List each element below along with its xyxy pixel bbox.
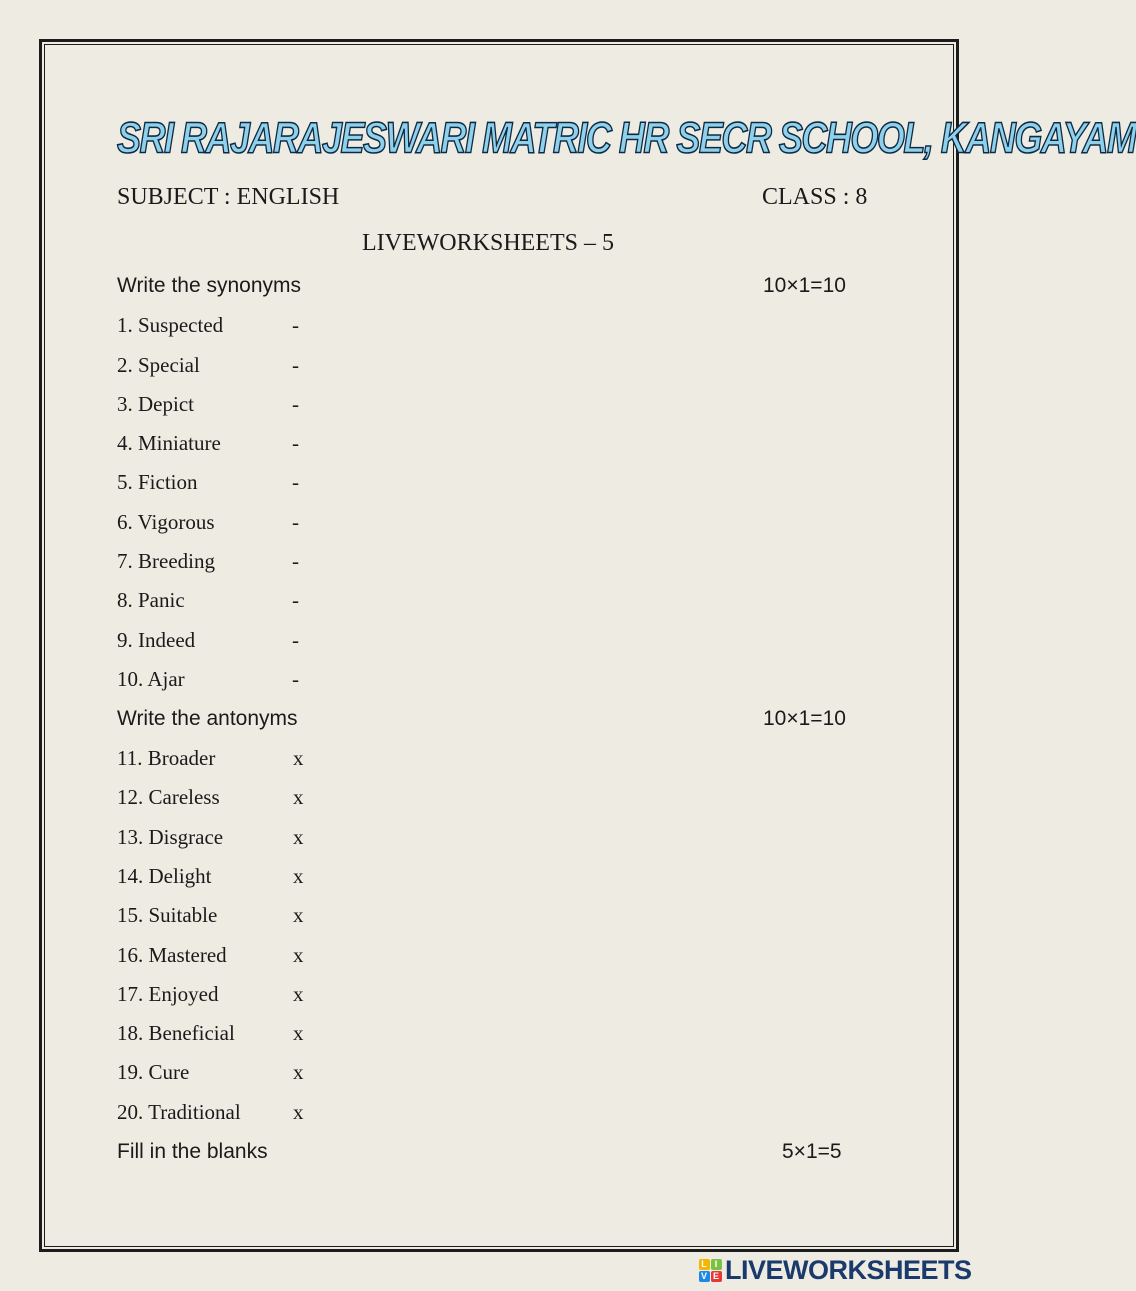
antonym-word: 16. Mastered bbox=[117, 943, 227, 967]
antonym-row bbox=[117, 1100, 817, 1130]
synonym-word: 8. Panic bbox=[117, 588, 185, 612]
antonym-row bbox=[117, 864, 817, 894]
dash-separator: - bbox=[292, 392, 299, 416]
antonym-row bbox=[117, 1060, 817, 1090]
logo-letter-i: I bbox=[711, 1259, 722, 1270]
synonym-row bbox=[117, 588, 817, 618]
synonym-row bbox=[117, 667, 817, 697]
synonym-row bbox=[117, 510, 817, 540]
synonym-row bbox=[117, 628, 817, 658]
synonym-word: 10. Ajar bbox=[117, 667, 185, 691]
logo-letter-l: L bbox=[699, 1259, 710, 1270]
antonym-row bbox=[117, 1021, 817, 1051]
antonym-word: 20. Traditional bbox=[117, 1100, 241, 1124]
synonyms-marks: 10×1=10 bbox=[763, 274, 846, 297]
dash-separator: - bbox=[292, 510, 299, 534]
dash-separator: - bbox=[292, 549, 299, 573]
liveworksheets-brand bbox=[698, 1255, 972, 1285]
synonym-word: 2. Special bbox=[117, 353, 200, 377]
antonym-word: 13. Disgrace bbox=[117, 825, 224, 849]
x-separator: x bbox=[293, 1100, 304, 1124]
synonym-word: 7. Breeding bbox=[117, 549, 215, 573]
synonym-row bbox=[117, 313, 817, 343]
dash-separator: - bbox=[292, 431, 299, 455]
synonym-word: 4. Miniature bbox=[117, 431, 221, 455]
fill-blanks-marks: 5×1=5 bbox=[782, 1140, 842, 1163]
class-label: CLASS : 8 bbox=[762, 184, 868, 210]
x-separator: x bbox=[293, 903, 304, 927]
antonym-row bbox=[117, 746, 817, 776]
synonyms-title: Write the synonyms bbox=[117, 274, 302, 297]
synonym-word: 9. Indeed bbox=[117, 628, 196, 652]
dash-separator: - bbox=[292, 667, 299, 691]
x-separator: x bbox=[293, 746, 304, 770]
x-separator: x bbox=[293, 1060, 304, 1084]
antonyms-marks: 10×1=10 bbox=[763, 707, 846, 730]
fill-blanks-title: Fill in the blanks bbox=[117, 1140, 268, 1163]
brand-text: LIVEWORKSHEETS bbox=[725, 1255, 972, 1285]
x-separator: x bbox=[293, 943, 304, 967]
antonym-word: 14. Delight bbox=[117, 864, 212, 888]
worksheet-title: LIVEWORKSHEETS – 5 bbox=[362, 230, 614, 256]
antonym-word: 19. Cure bbox=[117, 1060, 190, 1084]
antonym-row bbox=[117, 825, 817, 855]
logo-letter-v: V bbox=[699, 1271, 710, 1282]
antonym-row bbox=[117, 903, 817, 933]
synonym-word: 3. Depict bbox=[117, 392, 194, 416]
synonym-row bbox=[117, 549, 817, 579]
antonym-word: 18. Beneficial bbox=[117, 1021, 235, 1045]
antonyms-title: Write the antonyms bbox=[117, 707, 298, 730]
antonym-row bbox=[117, 785, 817, 815]
synonym-word: 5. Fiction bbox=[117, 470, 198, 494]
school-title: SRI RAJARAJESWARI MATRIC HR SECR SCHOOL, KANGAYAM bbox=[117, 112, 1136, 163]
x-separator: x bbox=[293, 864, 304, 888]
antonym-word: 11. Broader bbox=[117, 746, 216, 770]
antonym-word: 12. Careless bbox=[117, 785, 220, 809]
logo-letter-e: E bbox=[711, 1271, 722, 1282]
x-separator: x bbox=[293, 982, 304, 1006]
liveworksheets-logo-icon bbox=[698, 1258, 722, 1282]
antonym-row bbox=[117, 943, 817, 973]
synonym-row bbox=[117, 392, 817, 422]
dash-separator: - bbox=[292, 353, 299, 377]
dash-separator: - bbox=[292, 470, 299, 494]
x-separator: x bbox=[293, 1021, 304, 1045]
dash-separator: - bbox=[292, 588, 299, 612]
subject-label: SUBJECT : ENGLISH bbox=[117, 184, 340, 210]
synonym-row bbox=[117, 353, 817, 383]
synonym-row bbox=[117, 431, 817, 461]
x-separator: x bbox=[293, 825, 304, 849]
synonym-word: 1. Suspected bbox=[117, 313, 224, 337]
x-separator: x bbox=[293, 785, 304, 809]
dash-separator: - bbox=[292, 628, 299, 652]
dash-separator: - bbox=[292, 313, 299, 337]
antonym-word: 15. Suitable bbox=[117, 903, 218, 927]
antonym-word: 17. Enjoyed bbox=[117, 982, 219, 1006]
synonym-row bbox=[117, 470, 817, 500]
antonym-row bbox=[117, 982, 817, 1012]
synonym-word: 6. Vigorous bbox=[117, 510, 215, 534]
